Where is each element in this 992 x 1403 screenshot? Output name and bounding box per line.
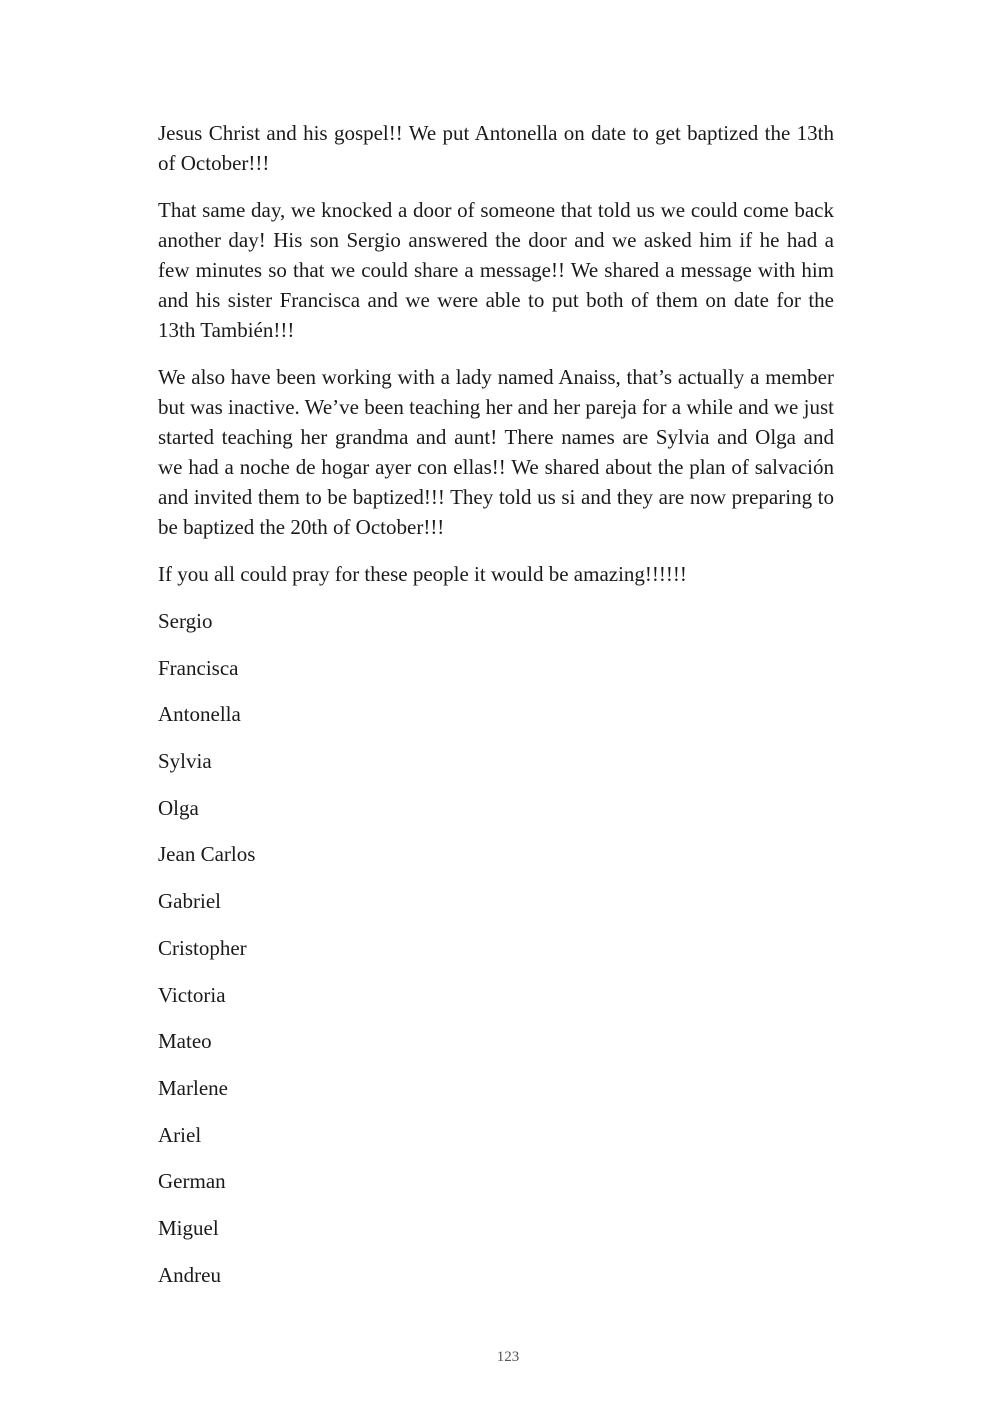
list-item: Andreu bbox=[158, 1262, 221, 1287]
list-item: Cristopher bbox=[158, 935, 247, 960]
paragraph: We also have been working with a lady named Anaiss, that’s actually a member but was inactive. We’ve been teaching her and her pareja for a while and we just started teaching her grandma and aunt! There names are Sylvia and Olga and we had a noche de hogar ayer con ellas!! We shared about the plan of salvación and invited them to be baptized!!! They told us si and they are now preparing to be baptized the 20th of October!!! bbox=[158, 365, 834, 539]
list-item: Francisca bbox=[158, 655, 239, 680]
list-item: Mateo bbox=[158, 1029, 212, 1054]
list-item: Jean Carlos bbox=[158, 842, 256, 867]
page-number: 123 bbox=[496, 1349, 520, 1365]
page-body bbox=[158, 118, 834, 1306]
paragraph: If you all could pray for these people it would be amazing!!!!!! bbox=[158, 562, 687, 586]
list-item: Sylvia bbox=[158, 749, 212, 774]
list-item: Victoria bbox=[158, 982, 226, 1007]
list-item: Marlene bbox=[158, 1075, 228, 1100]
list-item: Olga bbox=[158, 795, 199, 820]
list-item: Sergio bbox=[158, 609, 213, 633]
list-item: Antonella bbox=[158, 702, 241, 727]
list-item: Miguel bbox=[158, 1215, 219, 1240]
paragraph: Jesus Christ and his gospel!! We put Antonella on date to get baptized the 13th of October!!! bbox=[158, 121, 834, 175]
list-item: German bbox=[158, 1169, 226, 1194]
prayer-name-list bbox=[158, 606, 834, 1290]
list-item: Ariel bbox=[158, 1122, 202, 1147]
paragraph: That same day, we knocked a door of someone that told us we could come back another day! His son Sergio answered the door and we asked him if he had a few minutes so that we could share a message!! We shared a message with him and his sister Francisca and we were able to put both of them on date for the 13th También!!! bbox=[158, 198, 834, 342]
list-item: Gabriel bbox=[158, 889, 221, 914]
